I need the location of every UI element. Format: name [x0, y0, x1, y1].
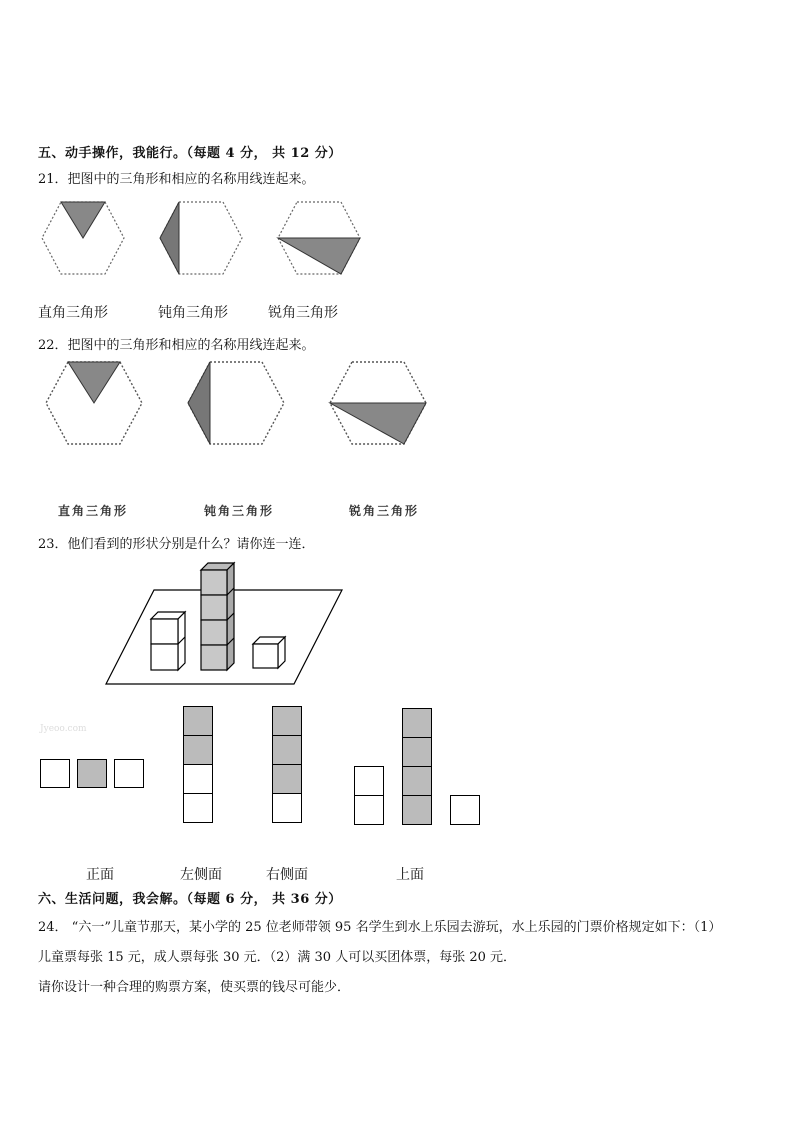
q22-label-obtuse: 钝角三角形	[204, 504, 275, 518]
q22-label-acute: 锐角三角形	[349, 504, 420, 518]
q23-cube-stack-figure	[104, 560, 344, 688]
q21-label-obtuse: 钝角三角形	[158, 305, 228, 321]
q21-hexagon-obtuse-triangle	[158, 200, 244, 276]
q23-view-option-mixed	[354, 708, 480, 826]
q22-hexagon-acute-triangle	[328, 360, 428, 446]
question-22-text: 22．把图中的三角形和相应的名称用线连起来。	[38, 338, 315, 353]
q23-label-right: 右侧面	[266, 867, 308, 883]
q21-label-acute: 锐角三角形	[268, 305, 338, 321]
q21-label-right: 直角三角形	[38, 305, 108, 321]
question-24-line-2: 儿童票每张 15 元，成人票每张 30 元．（2）满 30 人可以买团体票，每张 20 元．	[38, 950, 516, 965]
q23-view-option-column-b	[272, 706, 302, 824]
watermark: Jyeoo.com	[40, 724, 87, 734]
right-cube	[253, 637, 285, 668]
q21-hexagon-right-triangle	[40, 200, 126, 276]
left-cube-stack	[151, 612, 185, 670]
q23-view-option-column-a	[183, 706, 213, 824]
q22-hexagon-obtuse-triangle	[186, 360, 286, 446]
q23-label-front: 正面	[86, 867, 114, 883]
question-23-text: 23．他们看到的形状分别是什么？请你连一连．	[38, 537, 315, 552]
q22-label-right: 直角三角形	[58, 504, 129, 518]
middle-cube-stack	[201, 563, 234, 670]
section-5-heading: 五、动手操作，我能行。（每题 4 分， 共 12 分）	[38, 146, 342, 161]
q23-label-top: 上面	[396, 867, 424, 883]
question-24-line-1: 24． “六一”儿童节那天，某小学的 25 位老师带领 95 名学生到水上乐园去游玩，水上乐园的门票价格规定如下：（1）	[38, 920, 722, 935]
q23-label-left: 左侧面	[180, 867, 222, 883]
q23-view-option-row	[40, 759, 144, 789]
q22-hexagon-right-triangle	[44, 360, 144, 446]
question-24-line-3: 请你设计一种合理的购票方案，使买票的钱尽可能少．	[38, 980, 351, 995]
question-21-text: 21．把图中的三角形和相应的名称用线连起来。	[38, 172, 315, 187]
q21-hexagon-acute-triangle	[276, 200, 362, 276]
section-6-heading: 六、生活问题，我会解。（每题 6 分， 共 36 分）	[38, 892, 342, 907]
